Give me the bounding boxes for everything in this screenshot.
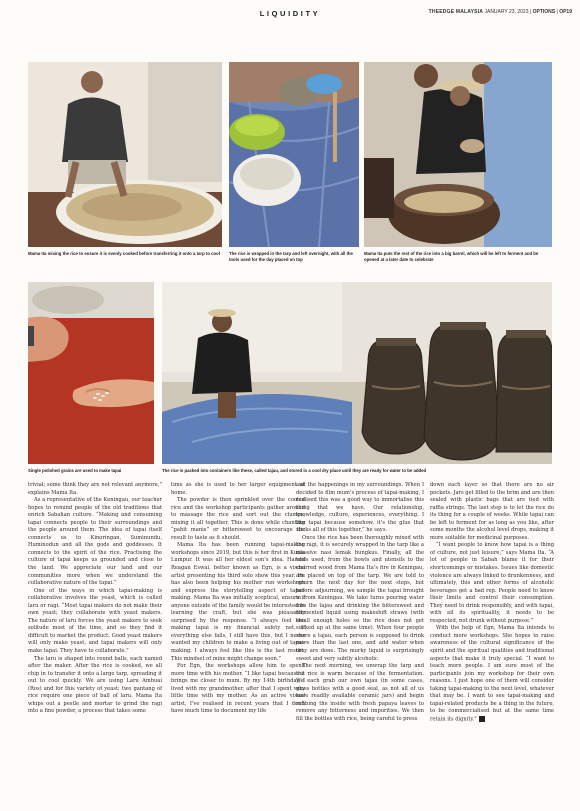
photo-rice-in-tarp — [229, 62, 359, 247]
paragraph-text: With the help of Egn, Mama Ita intends to conduct more workshops. She hopes to raise awareness of the cultural significance of the spirit and the spiritual qualities and traditional aspects that make it truly special. “I want to teach more people. I am sure most of the participants join my workshop for their own reasons. I just hope one of them will consider taking tapai-making to the next level, whatever that may be. I want to see tapai-making and tapai-related products be a thing in the future, to be commercialised but at the same time retain its dignity.” — [430, 625, 554, 723]
section-title: LIQUIDITY — [259, 9, 321, 18]
caption-photo-tajau-containers: The rice is packed into containers like these, called tajau, and stored in a cool dry place until they are ready for water to be added — [162, 468, 427, 473]
photo-tajau-containers — [162, 282, 552, 464]
section-name: OPTIONS — [532, 9, 556, 15]
paragraph: One of the ways in which tapai-making is collaborative involves the yeast, which is called laru or ragi. “Most tapai makers do not make their own yeast; they collaborate with yeast makers. The nature of laru forces the yeast makers to seek solitude most of the time, and so they find it difficult to market the product. Good yeast makers will only make yeast, and tapai makers will only make tapai. They have to collaborate.” — [28, 587, 162, 655]
issue-date: JANUARY 23, 2023 — [484, 9, 529, 15]
page-header — [0, 0, 580, 22]
photo-rice-into-barrel — [364, 62, 552, 247]
caption-photo-rice-into-barrel: Mama Ita puts the rest of the rice into a big barrel, which will be left to ferment and be opened at a later date to celebrate — [364, 251, 539, 262]
caption-photo-rice-in-tarp: The rice is wrapped in the tarp and left overnight, with all the tools used for the day placed on top — [229, 251, 353, 262]
paragraph — [430, 625, 554, 724]
paragraph: trivial; some think they are not relevant anymore,” explains Mama Ita. — [28, 482, 162, 496]
paragraph: down each layer so that there are no air pockets. Jars get filled to the brim and are then sealed with plastic bags that are tied with raffia strings. The last step is to let the rice do its thing for a couple of weeks. While tapai can be left to ferment for as long as you like, after some months the alcohol level drops, making it more suitable for medicinal purposes. — [430, 482, 554, 541]
paragraph: The powder is then sprinkled over the cooled rice and the workshop participants gather around to massage the rice and sort out the clumps, mixing it all together. This is done while chanting “pahit manis” or bittersweet to encourage the result to taste as it should. — [171, 497, 305, 541]
paragraph: As a representative of the Keningau, our teacher hopes to remind people of the old traditions that enrich Sabahan culture. “Making and consuming tapai connects people to their surroundings and the people around them. The idea of tapai itself connects us to Kinoringan, Suminundu, Huminodun and all the gods and goddesses. It connects to the spirit of the rice. Practising the culture of tapai keeps us grounded and close to the land. We appreciate our land and our communities more when we understand the collaborative nature of the tapai.” — [28, 497, 162, 587]
article-column-4 — [430, 482, 554, 724]
article-column-1 — [28, 482, 162, 716]
photo-polished-grains — [28, 282, 154, 464]
caption-photo-polished-grains: Single polished grains are used to make tapai — [28, 468, 122, 473]
header-separator-2: | — [556, 9, 558, 15]
photo-mixing-rice — [28, 62, 222, 247]
paragraph: Mama Ita has been running tapai-making workshops since 2019, but this is her first in Kuala Lumpur. It was all her eldest son’s idea. Harold Reagan Eswai, better known as Egn, is a visual artist presenting his third solo show this year. He has also been helping his mother run workshops and express the storytelling aspect of tapai-making. Mama Ita was initially sceptical, unsure if anyone outside of the family would be interested in learning the craft, but she was pleasantly surprised by the response. “I always feel like making tapai is my financial safety net. If everything else fails, I still have this, but I never wanted my children to make a living out of tapai-making. I always feel like this is the last resort. This mindset of mine might change soon.” — [171, 542, 305, 662]
paragraph: The laru is shaped into round balls, each named after the maker. After the rice is cooked, we all chip in to transfer it onto a large tarp, spreading it out to cool quickly. We are using Laru Ambuai (Ros) and for this variety of yeast; two gantang of rice require one piece of ball of laru. Mama Ita whips out a pestle and mortar to grind the ragi into a fine powder, a process that takes some — [28, 655, 162, 715]
article-column-3 — [296, 482, 424, 724]
paragraph: Once the rice has been thoroughly mixed with the ragi, it is securely wrapped in the tarp like a massive nasi lemak bungkus. Finally, all the tools used, from the bowls and utensils to the charred wood from Mama Ita’s fire in Keningau, are placed on top of the tarp. We are told to return the next day for the next steps, but before adjourning, we sample the tapai brought in from Keningau. We take turns pouring water into the tajau and drinking the bittersweet and fermented liquid using makeshift straws (with small enough holes so the rice does not get sucked up at the same time). When four people share a tajau, each person is supposed to drink more than the last one, and add water when they are done. The murky liquid is surprisingly sweet and very subtly alcoholic. — [296, 534, 424, 662]
paragraph: The next morning, we unwrap the tarp and the rice is warm because of the fermentation. We each grab our own tajau (in some cases, glass bottles with a good seal, as not all of us have readily available ceramic jars) and begin rubbing the inside with fresh papaya leaves to remove any bitterness and impurities. We then fill the bottles with rice, being careful to press — [296, 663, 424, 722]
page-number: OP19 — [559, 9, 572, 15]
publication-name: THEEDGE MALAYSIA — [428, 9, 484, 15]
paragraph: For Egn, the workshops allow him to spend more time with his mother. “I like tapai because it brings me closer to mum. By my 14th birthday, I lived with my grandmother, after that I spent very little time with my mother. As an active visual artist, I’ve realised in recent years that I don’t have much time to document my life — [171, 663, 305, 715]
paragraph: “I want people to know how tapai is a thing of culture, not just leisure,” says Mama Ita. “A lot of people in Sabah blame it for their shortcomings or mistakes. Issues like domestic violence are always linked to drunkenness, and ultimately, this and other forms of alcoholic beverages get a bad rep. People need to know their limits and control their consumption. They need to drink responsibly, and with tapai, with all its spirituality, it needs to be respected, not drunk without purpose.” — [430, 542, 554, 624]
header-separator: | — [529, 9, 532, 15]
end-of-article-mark: E — [479, 716, 485, 722]
paragraph: time as she is used to her larger equipment at home. — [171, 482, 305, 496]
caption-photo-mixing-rice: Mama Ita mixing the rice to ensure it is evenly cooked before transferring it onto a tarp to cool — [28, 251, 220, 256]
paragraph: and the happenings in my surroundings. When I decided to film mum’s process of tapai-making, I realised this was a good way to immortalise this thing that we have. Our relationship, knowledge, culture, experiences, everything. I like tapai because somehow, it’s the glue that sticks all of this together,” he says. — [296, 482, 424, 534]
article-column-2 — [171, 482, 305, 716]
page-info — [429, 9, 572, 15]
